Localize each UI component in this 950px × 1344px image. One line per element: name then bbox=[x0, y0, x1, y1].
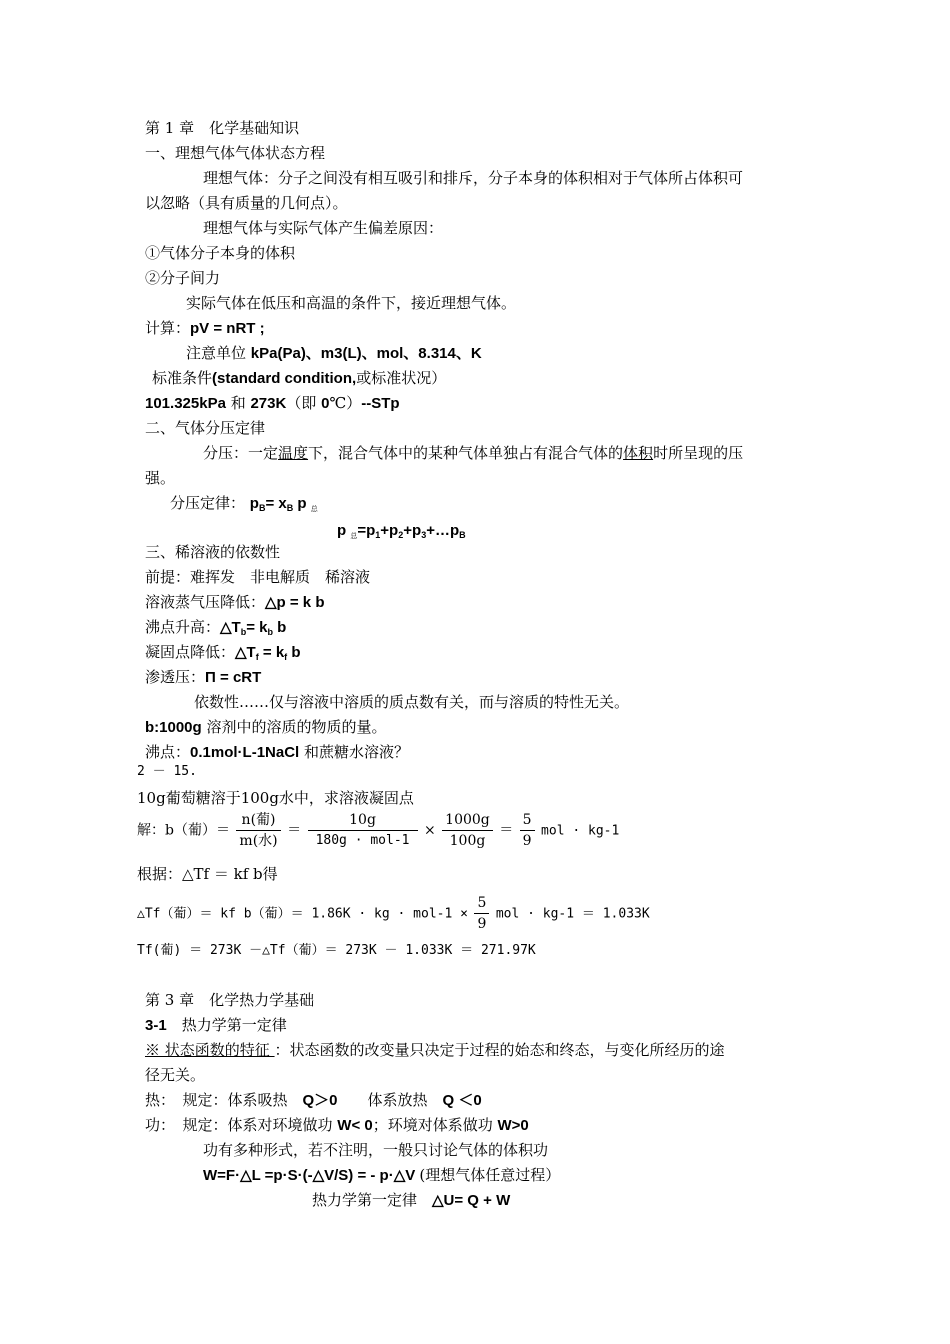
work-formula-note: (理想气体任意过程） bbox=[419, 1166, 561, 1184]
stp-and: 和 bbox=[225, 394, 251, 412]
work-formula-line bbox=[203, 1165, 560, 1186]
frac1-den: m(水) bbox=[239, 833, 278, 849]
stp-celsius: ℃） bbox=[329, 394, 362, 412]
ideal-gas-definition-cont: 以忽略（具有质量的几何点）。 bbox=[145, 194, 348, 212]
colligative-note: 依数性……仅与溶液中溶质的质点数有关，而与溶质的特性无关。 bbox=[194, 693, 630, 711]
partial-def-a: 分压：一定 bbox=[203, 444, 279, 462]
vapor-pressure-line bbox=[145, 592, 324, 613]
calc1-den: 9 bbox=[477, 916, 487, 932]
first-law-line bbox=[312, 1190, 510, 1211]
work-sign-line bbox=[145, 1115, 529, 1136]
delta-tf-calc-a: △Tf（葡）＝ kf b（葡）＝ 1.86K · kg · mol-1 × bbox=[137, 906, 468, 922]
frac3-num: 1000g bbox=[442, 810, 493, 831]
vp-label: 溶液蒸气压降低： bbox=[145, 593, 266, 611]
first-law-label: 热力学第一定律 bbox=[312, 1191, 433, 1209]
partial-def-volume: 体积 bbox=[623, 444, 654, 462]
work-mid: ；环境对体系做功 bbox=[372, 1116, 498, 1134]
heat-sign-line bbox=[145, 1090, 482, 1111]
std-tail: 或标准状况） bbox=[356, 369, 447, 387]
stp-paren: （即 bbox=[286, 394, 322, 412]
work-label: 功： 规定：体系对环境做功 bbox=[145, 1116, 338, 1134]
delta-tf-calc-b: mol · kg-1 ＝ 1.033K bbox=[495, 906, 650, 922]
section-2-title: 二、气体分压定律 bbox=[145, 419, 266, 437]
partial-pressure-def-cont: 强。 bbox=[145, 469, 176, 487]
ideal-gas-equation: pV = nRT ; bbox=[190, 320, 265, 337]
chapter-3-title: 第 3 章 化学热力学基础 bbox=[145, 991, 315, 1009]
standard-condition-line bbox=[152, 368, 446, 389]
state-function-line bbox=[145, 1040, 725, 1060]
fraction-n-over-m bbox=[236, 810, 280, 851]
eq-sign-2: ＝ bbox=[499, 822, 514, 839]
section-1-title: 一、理想气体气体状态方程 bbox=[145, 144, 326, 162]
partial-law-formula-1: $p_B= x_B$ p $_总$ bbox=[249, 495, 318, 513]
boil-rest: 和蔗糖水溶液？ bbox=[299, 743, 409, 761]
std-en: (standard condition, bbox=[212, 370, 357, 387]
basis-line: 根据：△Tf ＝ kf b得 bbox=[137, 865, 278, 883]
frac4-num: 5 bbox=[520, 810, 535, 831]
boiling-question bbox=[145, 742, 409, 763]
std-label: 标准条件 bbox=[152, 369, 213, 387]
molality-unit: mol · kg-1 bbox=[541, 823, 620, 839]
frac2-num: 10g bbox=[308, 810, 418, 831]
stp-abbr: --STp bbox=[361, 395, 400, 412]
units-label: 注意单位 bbox=[186, 344, 251, 362]
stp-zero: 0 bbox=[321, 395, 330, 412]
section-3-1-number: 3-1 bbox=[145, 1017, 167, 1034]
times-sign: × bbox=[423, 822, 436, 839]
fraction-5-over-9 bbox=[520, 810, 535, 851]
frac2-den: 180g · mol-1 bbox=[315, 833, 410, 848]
premise: 前提：难挥发 非电解质 稀溶液 bbox=[145, 568, 371, 586]
partial-law-formula-2: p $_总=p_1+p_2+p_3+\dots p_B$ bbox=[337, 522, 466, 540]
partial-law-line-2 bbox=[337, 520, 466, 547]
boiling-point-line bbox=[145, 617, 286, 642]
section-3-1 bbox=[145, 1015, 287, 1036]
partial-def-c: 下，混合气体中的某种气体单独占有混合气体的 bbox=[308, 444, 624, 462]
os-formula: Π = cRT bbox=[205, 669, 262, 686]
fraction-5-over-9-b bbox=[474, 893, 489, 934]
boil-solution: 0.1mol·L-1NaCl bbox=[190, 744, 300, 761]
frac1-num: n(葡) bbox=[236, 810, 280, 831]
work-forms-note: 功有多种形式，若不注明，一般只讨论气体的体积功 bbox=[203, 1141, 549, 1159]
partial-law-line-1 bbox=[170, 493, 318, 520]
exercise-number: 2 － 15. bbox=[137, 764, 197, 779]
real-gas-approximation: 实际气体在低压和高温的条件下，接近理想气体。 bbox=[186, 294, 517, 312]
molality-def bbox=[145, 717, 386, 738]
calc-line bbox=[145, 318, 265, 339]
exercise-statement: 10g葡萄糖溶于100g水中，求溶液凝固点 bbox=[137, 789, 414, 807]
boil-label: 沸点： bbox=[145, 743, 191, 761]
section-3-title: 三、稀溶液的依数性 bbox=[145, 543, 281, 561]
os-label: 渗透压： bbox=[145, 668, 206, 686]
heat-absorb: Q＞0 bbox=[302, 1092, 338, 1109]
deviation-reason-1: ①气体分子本身的体积 bbox=[145, 244, 296, 262]
work-by-system: W< 0 bbox=[337, 1117, 373, 1134]
fraction-mass-over-molar bbox=[308, 810, 418, 851]
delta-tf-calc bbox=[137, 893, 650, 934]
molality-def-bold: b:1000g bbox=[145, 719, 202, 736]
units-line bbox=[186, 343, 482, 364]
fp-formula: $\triangle T_f = k_f$ b bbox=[235, 644, 301, 662]
deviation-reason-2: ②分子间力 bbox=[145, 269, 221, 287]
heat-release: Q ＜0 bbox=[442, 1092, 482, 1109]
state-function-cont: 径无关。 bbox=[145, 1066, 206, 1084]
fraction-1000-over-100 bbox=[442, 810, 493, 851]
bp-label: 沸点升高： bbox=[145, 618, 221, 636]
deviation-heading: 理想气体与实际气体产生偏差原因： bbox=[203, 219, 444, 237]
stp-line bbox=[145, 393, 400, 414]
partial-def-temperature: 温度 bbox=[278, 444, 309, 462]
partial-def-e: 时所呈现的压 bbox=[653, 444, 744, 462]
freezing-point-line bbox=[145, 642, 301, 667]
stp-temp: 273K bbox=[250, 395, 287, 412]
calc1-num: 5 bbox=[474, 893, 489, 914]
partial-law-label: 分压定律： bbox=[170, 494, 246, 512]
heat-mid: 体系放热 bbox=[337, 1091, 443, 1109]
eq-sign: ＝ bbox=[287, 822, 302, 839]
state-function-label: ※ 状态函数的特征 bbox=[145, 1041, 275, 1059]
fp-label: 凝固点降低： bbox=[145, 643, 236, 661]
first-law-equation: △U= Q + W bbox=[432, 1192, 511, 1209]
tf-result: Tf(葡) ＝ 273K －△Tf（葡）＝ 273K － 1.033K ＝ 271.97K bbox=[137, 943, 536, 958]
vp-formula: △p = k b bbox=[265, 594, 325, 611]
work-on-system: W>0 bbox=[497, 1117, 529, 1134]
units-value: kPa(Pa)、m3(L)、mol、8.314、K bbox=[250, 345, 482, 362]
partial-pressure-def bbox=[203, 443, 743, 463]
state-function-text: ：状态函数的改变量只决定于过程的始态和终态，与变化所经历的途 bbox=[274, 1041, 725, 1059]
ideal-gas-definition: 理想气体：分子之间没有相互吸引和排斥，分子本身的体积相对于气体所占体积可 bbox=[203, 169, 744, 187]
calc-label: 计算： bbox=[145, 319, 191, 337]
work-formula: W=F·△L =p·S·(-△V/S) = - p·△V bbox=[203, 1167, 420, 1184]
section-3-1-title: 热力学第一定律 bbox=[166, 1016, 287, 1034]
chapter-1-title: 第 1 章 化学基础知识 bbox=[145, 119, 300, 137]
bp-formula: $\triangle T_b= k_b$ b bbox=[220, 619, 287, 637]
osmotic-pressure-line bbox=[145, 667, 261, 688]
frac4-den: 9 bbox=[522, 833, 532, 849]
solution-label: 解：b（葡）＝ bbox=[137, 822, 230, 839]
solution-formula bbox=[137, 810, 619, 851]
molality-def-rest: 溶剂中的溶质的物质的量。 bbox=[201, 718, 387, 736]
heat-label: 热： 规定：体系吸热 bbox=[145, 1091, 303, 1109]
frac3-den: 100g bbox=[449, 833, 486, 849]
stp-pressure: 101.325kPa bbox=[145, 395, 226, 412]
